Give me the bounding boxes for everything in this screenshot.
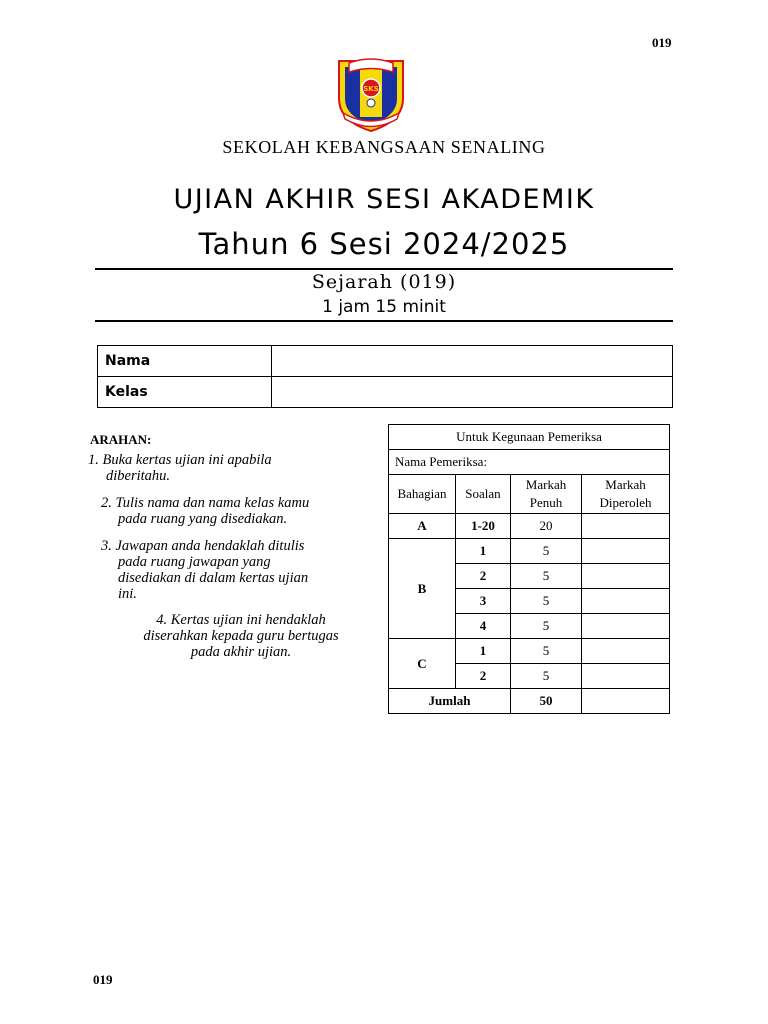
divider-top [95, 268, 673, 270]
obtained-mark-cell[interactable] [582, 614, 670, 639]
total-label: Jumlah [389, 689, 511, 714]
obtained-mark-cell[interactable] [582, 664, 670, 689]
instruction-1 [88, 452, 338, 484]
instruction-4-line: diserahkan kepada guru bertugas [143, 628, 339, 644]
name-label: Nama [98, 346, 272, 377]
obtained-mark-cell[interactable] [582, 539, 670, 564]
col-markah-diperoleh [582, 475, 670, 514]
class-label: Kelas [98, 377, 272, 408]
col-markah-penuh-line: Penuh [529, 495, 563, 510]
obtained-mark-cell[interactable] [582, 639, 670, 664]
school-crest-icon [333, 55, 409, 133]
question-cell: 4 [456, 614, 511, 639]
total-row [389, 689, 670, 714]
crest-initials: SKS [363, 85, 379, 93]
full-mark-cell: 5 [511, 664, 582, 689]
question-cell: 2 [456, 664, 511, 689]
instruction-2 [101, 495, 361, 527]
section-b: B [389, 539, 456, 639]
instruction-3-line: pada ruang jawapan yang [118, 554, 271, 570]
class-field[interactable] [272, 377, 673, 408]
divider-bottom [95, 320, 673, 322]
paper-code-top: 019 [652, 35, 672, 50]
total-obtained-mark[interactable] [582, 689, 670, 714]
col-markah-diperoleh-line: Markah [605, 477, 646, 492]
student-info-table [97, 345, 673, 408]
instruction-3-line: 3. Jawapan anda hendaklah ditulis [101, 538, 305, 554]
examiner-row [389, 450, 670, 475]
total-full-mark: 50 [511, 689, 582, 714]
col-bahagian: Bahagian [389, 475, 456, 514]
examiner-name-label[interactable]: Nama Pemeriksa: [389, 450, 670, 475]
table-row [389, 639, 670, 664]
obtained-mark-cell[interactable] [582, 589, 670, 614]
exam-duration: 1 jam 15 minit [322, 297, 446, 317]
obtained-mark-cell[interactable] [582, 564, 670, 589]
column-header-row [389, 475, 670, 514]
col-markah-penuh-line: Markah [525, 477, 567, 492]
section-a: A [389, 514, 456, 539]
instruction-3-line: disediakan di dalam kertas ujian [118, 570, 309, 586]
question-cell: 1 [456, 539, 511, 564]
table-row [389, 539, 670, 564]
subject-title: Sejarah (019) [311, 271, 457, 293]
question-cell: 1-20 [456, 514, 511, 539]
section-c: C [389, 639, 456, 689]
full-mark-cell: 5 [511, 639, 582, 664]
question-cell: 1 [456, 639, 511, 664]
exam-year: Tahun 6 Sesi 2024/2025 [198, 227, 570, 261]
question-cell: 3 [456, 589, 511, 614]
col-markah-diperoleh-line: Diperoleh [599, 495, 652, 510]
obtained-mark-cell[interactable] [582, 514, 670, 539]
instruction-1-line: 1. Buka kertas ujian ini apabila [88, 452, 272, 468]
col-markah-penuh [511, 475, 582, 514]
name-row [98, 346, 673, 377]
full-mark-cell: 5 [511, 614, 582, 639]
instruction-1-line: diberitahu. [106, 468, 171, 484]
instruction-3-line: ini. [118, 586, 137, 602]
instruction-4 [110, 612, 372, 660]
class-row [98, 377, 673, 408]
instruction-2-line: 2. Tulis nama dan nama kelas kamu [101, 495, 310, 511]
instructions-heading: ARAHAN: [90, 432, 152, 447]
instruction-4-line: 4. Kertas ujian ini hendaklah [156, 612, 326, 628]
question-cell: 2 [456, 564, 511, 589]
table-title-row [389, 425, 670, 450]
instruction-3 [101, 538, 361, 602]
name-field[interactable] [272, 346, 673, 377]
examiner-marks-table [388, 424, 670, 714]
full-mark-cell: 5 [511, 539, 582, 564]
full-mark-cell: 20 [511, 514, 582, 539]
full-mark-cell: 5 [511, 589, 582, 614]
instruction-4-line: pada akhir ujian. [190, 644, 292, 660]
table-row [389, 514, 670, 539]
exam-title: UJIAN AKHIR SESI AKADEMIK [173, 184, 595, 215]
instruction-2-line: pada ruang yang disediakan. [118, 511, 288, 527]
paper-code-bottom: 019 [93, 972, 113, 987]
school-name: SEKOLAH KEBANGSAAN SENALING [222, 137, 546, 157]
table-title: Untuk Kegunaan Pemeriksa [389, 425, 670, 450]
full-mark-cell: 5 [511, 564, 582, 589]
col-soalan: Soalan [456, 475, 511, 514]
